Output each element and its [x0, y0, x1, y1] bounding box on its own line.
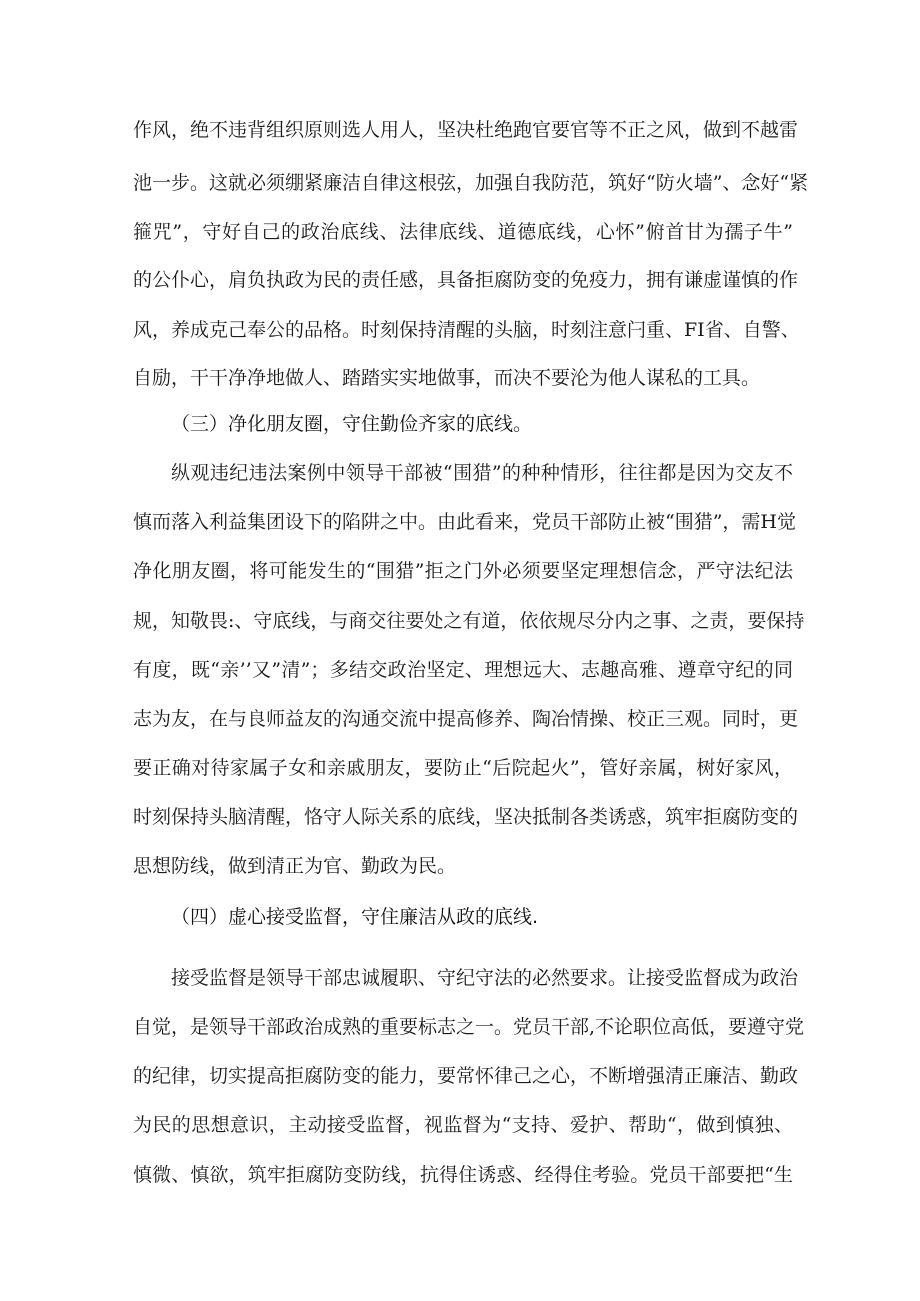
paragraph-line: 净化朋友圈，将可能发生的“围猎”拒之门外必须要坚定理想信念，严守法纪法 [133, 560, 793, 582]
paragraph-line: 作风，绝不违背组织原则选人用人，坚决杜绝跑官要官等不正之风，做到不越雷 [133, 119, 799, 141]
paragraph-line: 规，知敬畏:、守底线，与商交往要处之有道，依依规尽分内之事、之责，要保持 [133, 610, 805, 632]
section-heading-4: （四）虚心接受监督，守住廉洁从政的底线. [171, 906, 539, 928]
paragraph-line: 要正确对待家属子女和亲戚朋友，要防止“后院起火”，管好亲属，树好家风， [133, 757, 793, 779]
paragraph-line: 慎而落入利益集团设下的陷阱之中。由此看来，党员干部防止被“围猎”，需H觉 [133, 511, 796, 533]
paragraph-line: 有度，既“亲’’又”清”；多结交政治坚定、理想远大、志趣高雅、遵章守纪的同 [133, 659, 793, 681]
paragraph-line: 慎微、慎欲，筑牢拒腐防变防线，抗得住诱惑、经得住考验。党员干部要把“生 [133, 1164, 793, 1186]
section-heading-3: （三）净化朋友圈，守住勤俭齐家的底线。 [171, 413, 533, 435]
paragraph-line: 箍咒”，守好自己的政治底线、法律底线、道德底线，心怀”俯首甘为孺子牛” [133, 221, 793, 243]
paragraph-line: 池一步。这就必须绷紧廉洁自律这根弦，加强自我防范，筑好“防火墙”、念好“紧 [133, 172, 809, 194]
paragraph-line: 思想防线，做到清正为官、勤政为民。 [133, 855, 457, 877]
paragraph-line: 接受监督是领导干部忠诚履职、守纪守法的必然要求。让接受监督成为政治 [171, 967, 799, 989]
paragraph-line: 的纪律，切实提高拒腐防变的能力，要常怀律己之心，不断增强清正廉洁、勤政 [133, 1065, 799, 1087]
paragraph-line: 为民的思想意识，主动接受监督，视监督为“支持、爱护、帮助“，做到慎独、 [133, 1114, 793, 1136]
paragraph-line: 时刻保持头脑清醒，恪守人际关系的底线，坚决抵制各类诱惑，筑牢拒腐防变的 [133, 806, 799, 828]
paragraph-line: 纵观违纪违法案例中领导干部被“围猎”的种种情形，往往都是因为交友不 [171, 462, 793, 484]
paragraph-line: 自励，干干净净地做人、踏踏实实地做事，而决不要沦为他人谋私的工具。 [133, 367, 761, 389]
paragraph-line: 的公仆心，肩负执政为民的责任感，具备拒腐防变的免疫力，拥有谦虚谨慎的作 [133, 269, 799, 291]
paragraph-line: 自觉，是领导干部政治成熟的重要标志之一。党员干部,不论职位高低，要遵守党 [133, 1016, 805, 1038]
paragraph-line: 志为友，在与良师益友的沟通交流中提高修养、陶冶情操、校正三观。同时，更 [133, 708, 799, 730]
paragraph-line: 风，养成克己奉公的品格。时刻保持清醒的头脑，时刻注意闩重、FI省、自警、 [133, 319, 800, 341]
